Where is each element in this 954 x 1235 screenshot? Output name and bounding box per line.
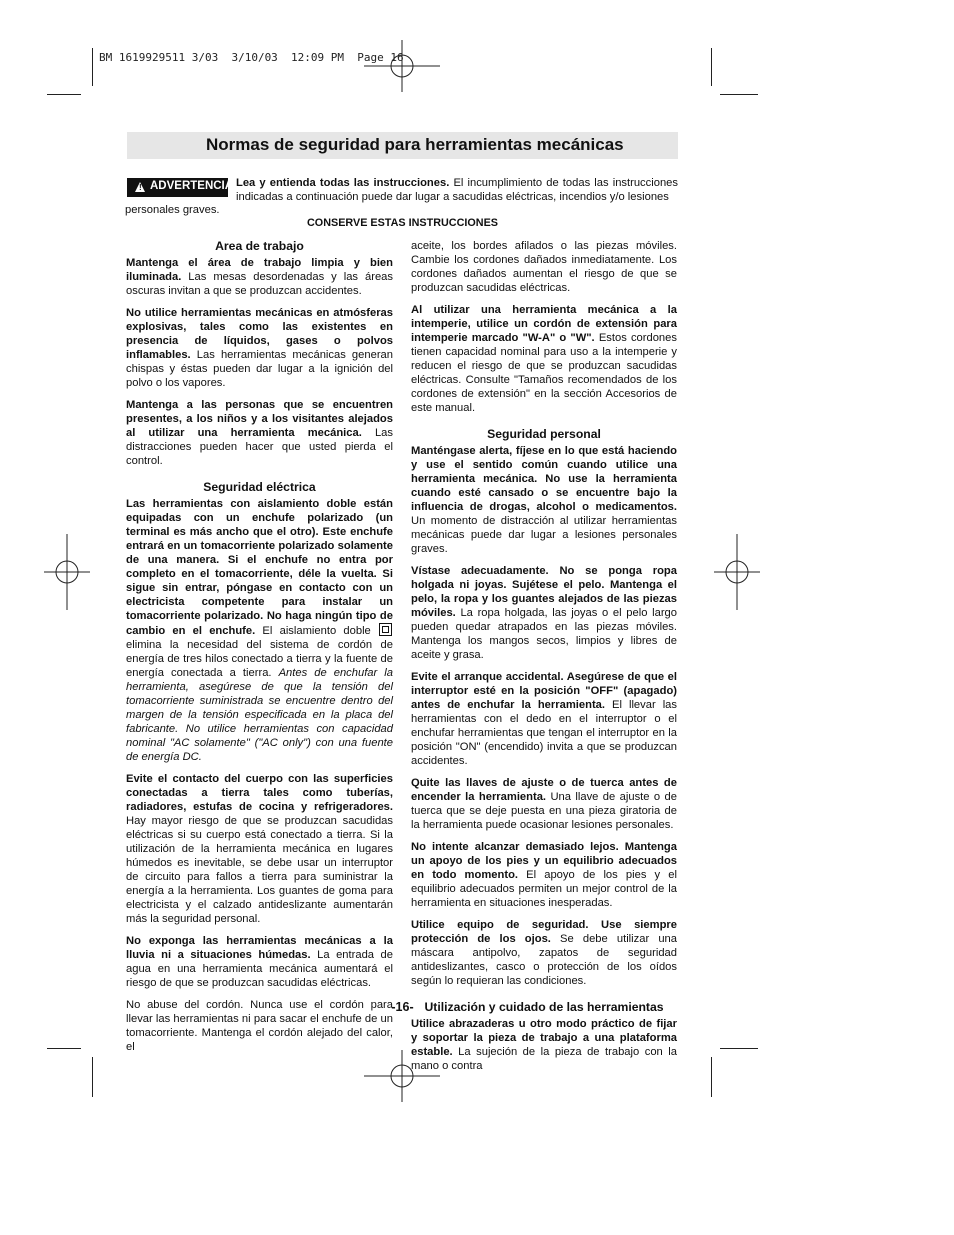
paragraph-text: elimina la necesidad del sistema de cordón de energía de tres hilos conectado a tierra y la fuente de energía conectada a tierra. [126, 639, 393, 679]
paragraph-text: Se debe utilizar una máscara antipolvo, zapatos de seguridad antideslizantes, casco o protección de los oídos según lo requieran las condiciones. [411, 933, 677, 987]
paragraph [126, 772, 393, 926]
paragraph-text: Hay mayor riesgo de que se produzcan sacudidas eléctricas si su cuerpo está conectado a tierra. Si la utilización de la herramienta mecánica en lugares húmedos es inevitable, se debe usar un interruptor de circuito para fallos a tierra para suministrar la energía a la herramienta. Los guantes de goma para electricista y el calzado antideslizante aumentarán más la seguridad personal. [126, 815, 393, 925]
warning-badge [127, 178, 234, 197]
paragraph [411, 564, 677, 662]
crop-mark [711, 1057, 712, 1097]
warning-label: ADVERTENCIA [150, 180, 234, 192]
paragraph-text: La sujeción de la pieza de trabajo con la mano o contra [411, 1046, 677, 1072]
paragraph-text: aceite, los bordes afilados o las piezas móviles. Cambie los cordones dañados inmediatamente. Los cordones dañados aumentan el riesgo de que se produzcan sacudidas eléctricas. [411, 240, 677, 294]
paragraph-text: El apoyo de los pies y el equilibrio adecuados permiten un mejor control de la herramienta en situaciones inesperadas. [411, 869, 677, 909]
paragraph-bold: Utilice equipo de seguridad. Use siempre protección de los ojos. [411, 919, 677, 945]
paragraph [411, 1017, 677, 1073]
paragraph-bold: No exponga las herramientas mecánicas a la lluvia ni a situaciones húmedas. [126, 935, 393, 961]
paragraph-text: La entrada de agua en una herramienta mecánica aumentará el riesgo de que se produzcan sacudidas eléctricas. [126, 949, 393, 989]
paragraph [411, 918, 677, 988]
paragraph-bold: Las herramientas con aislamiento doble están equipadas con un enchufe polarizado (un terminal es más ancho que el otro). Este enchufe entrará en un tomacorriente polarizado solamente de una manera. Si el enchufe no entra por completo en el tomacorriente, déle la vuelta. Si sigue sin entrar, póngase en contacto con un electricista competente para instalar un tomacorriente polarizado. No haga ningún tipo de cambio en el enchufe. [126, 498, 393, 637]
double-insulation-icon [379, 623, 392, 636]
registration-mark-left [44, 534, 90, 610]
paragraph-text: La ropa holgada, las joyas o el pelo largo pueden quedar atrapados en las piezas móviles. Mantenga los mangos secos, limpios y libres de aceite y grasa. [411, 607, 677, 661]
page-title-bar [127, 132, 678, 159]
paragraph-text: Un momento de distracción al utilizar herramientas mecánicas puede dar lugar a lesiones personales graves. [411, 515, 677, 555]
warning-triangle-icon: ! [135, 182, 145, 192]
paragraph [126, 256, 393, 298]
page-number: -16- [391, 1000, 414, 1014]
page-title: Normas de seguridad para herramientas mecánicas [206, 135, 624, 154]
paragraph [126, 398, 393, 468]
paragraph-bold: No intente alcanzar demasiado lejos. Mantenga un apoyo de los pies y un equilibrio adecuados en todo momento. [411, 841, 677, 881]
paragraph-bold: Utilice abrazaderas u otro modo práctico de fijar y soportar la pieza de trabajo a una plataforma estable. [411, 1018, 677, 1058]
paragraph-text: Las mesas desordenadas y las áreas oscuras invitan a que se produzcan accidentes. [126, 271, 393, 297]
paragraph-text: Las distracciones pueden hacer que usted pierda el control. [126, 427, 394, 467]
paragraph-text: El llevar las herramientas con el dedo en el interruptor o el enchufar herramientas que tengan el interruptor en la posición "ON" (encendido) invita a que se produzcan accidentes. [411, 699, 677, 767]
warning-bold: Lea y entienda todas las instrucciones. [236, 177, 450, 189]
section-heading-uso: Utilización y cuidado de las herramientas [424, 1000, 664, 1014]
section-heading-area: Area de trabajo [215, 239, 304, 253]
paragraph-italic: Antes de enchufar la herramienta, asegúrese de que la tensión del tomacorriente suministrada se encuentre dentro del margen de la tensión especificada en la placa del fabricante. No utilice herramientas con capacidad nominal "AC solamente" ("AC only") con una fuente de energía DC. [126, 667, 394, 763]
paragraph-text: El aislamiento doble [255, 625, 378, 637]
paragraph-text: Una llave de ajuste o de tuerca que se deje puesta en una pieza giratoria de la herramienta puede ocasionar lesiones personales. [411, 791, 677, 831]
warning-body: El incumplimiento de todas las instrucciones indicadas a continuación puede dar lugar a sacudidas eléctricas, incendios y/o lesiones [236, 177, 678, 203]
paragraph-text: Las herramientas mecánicas generan chispas y éstas pueden dar lugar a la ignición del polvo o los vapores. [126, 349, 393, 389]
crop-mark [720, 94, 758, 95]
registration-mark-right [714, 534, 760, 610]
column-right [411, 239, 677, 1081]
paragraph-bold: Vístase adecuadamente. No se ponga ropa holgada ni joyas. Sujétese el pelo. Mantenga el pelo, la ropa y los guantes alejados de las piezas móviles. [411, 565, 677, 619]
crop-mark [47, 1048, 81, 1049]
paragraph [411, 670, 677, 768]
paragraph-bold: Mantenga a las personas que se encuentren presentes, a los niños y a los visitantes alejados al utilizar una herramienta mecánica. [126, 399, 393, 439]
paragraph [411, 776, 677, 832]
paragraph-bold: Quite las llaves de ajuste o de tuerca antes de encender la herramienta. [411, 777, 677, 803]
crop-mark [92, 1057, 93, 1097]
warning-text [236, 176, 678, 204]
paragraph [411, 444, 677, 556]
paragraph [126, 497, 393, 764]
conserve-heading: CONSERVE ESTAS INSTRUCCIONES [307, 217, 498, 229]
warning-continuation: personales graves. [125, 204, 220, 216]
paragraph-bold: Mantenga el área de trabajo limpia y bien iluminada. [126, 257, 393, 283]
column-left [126, 239, 393, 1062]
crop-mark [720, 1048, 758, 1049]
registration-mark-top [364, 40, 440, 92]
paragraph-bold: Manténgase alerta, fíjese en lo que está haciendo y use el sentido común cuando utilice una herramienta mecánica. No use la herramienta cuando esté cansado o se encuentre bajo la influencia de drogas, alcohol o medicamentos. [411, 445, 677, 513]
paragraph-bold: Al utilizar una herramienta mecánica a la intemperie, utilice un cordón de extensión para intemperie marcado "W-A" o "W". [411, 304, 677, 344]
paragraph [411, 840, 677, 910]
paragraph-text: No abuse del cordón. Nunca use el cordón para llevar las herramientas ni para sacar el enchufe de un tomacorriente. Mantenga el cordón alejado del calor, el [126, 999, 393, 1053]
paragraph-bold: No utilice herramientas mecánicas en atmósferas explosivas, tales como las existentes en presencia de líquidos, gases o polvos inflamables. [126, 307, 393, 361]
paragraph [126, 934, 393, 990]
printer-slug: BM 1619929511 3/03 3/10/03 12:09 PM Page 16 [99, 51, 404, 64]
paragraph-bold: Evite el arranque accidental. Asegúrese de que el interruptor esté en la posición "OFF" (apagado) antes de enchufar la herramienta. [411, 671, 677, 711]
paragraph-bold: Evite el contacto del cuerpo con las superficies conectadas a tierra tales como tuberías, radiadores, estufas de cocina y refrigeradores. [126, 773, 393, 813]
crop-mark [92, 48, 93, 86]
section-heading-electrica: Seguridad eléctrica [203, 480, 316, 494]
paragraph [411, 239, 677, 295]
crop-mark [47, 94, 81, 95]
paragraph [126, 306, 393, 390]
paragraph-text: Estos cordones tienen capacidad nominal para uso a la intemperie y reducen el riesgo de que se produzcan sacudidas eléctricas. Consulte "Tamaños recomendados de los cordones de extensión" en la sección Accesorios de este manual. [411, 332, 677, 414]
section-heading-personal: Seguridad personal [487, 427, 601, 441]
crop-mark [711, 48, 712, 86]
paragraph [411, 303, 677, 415]
